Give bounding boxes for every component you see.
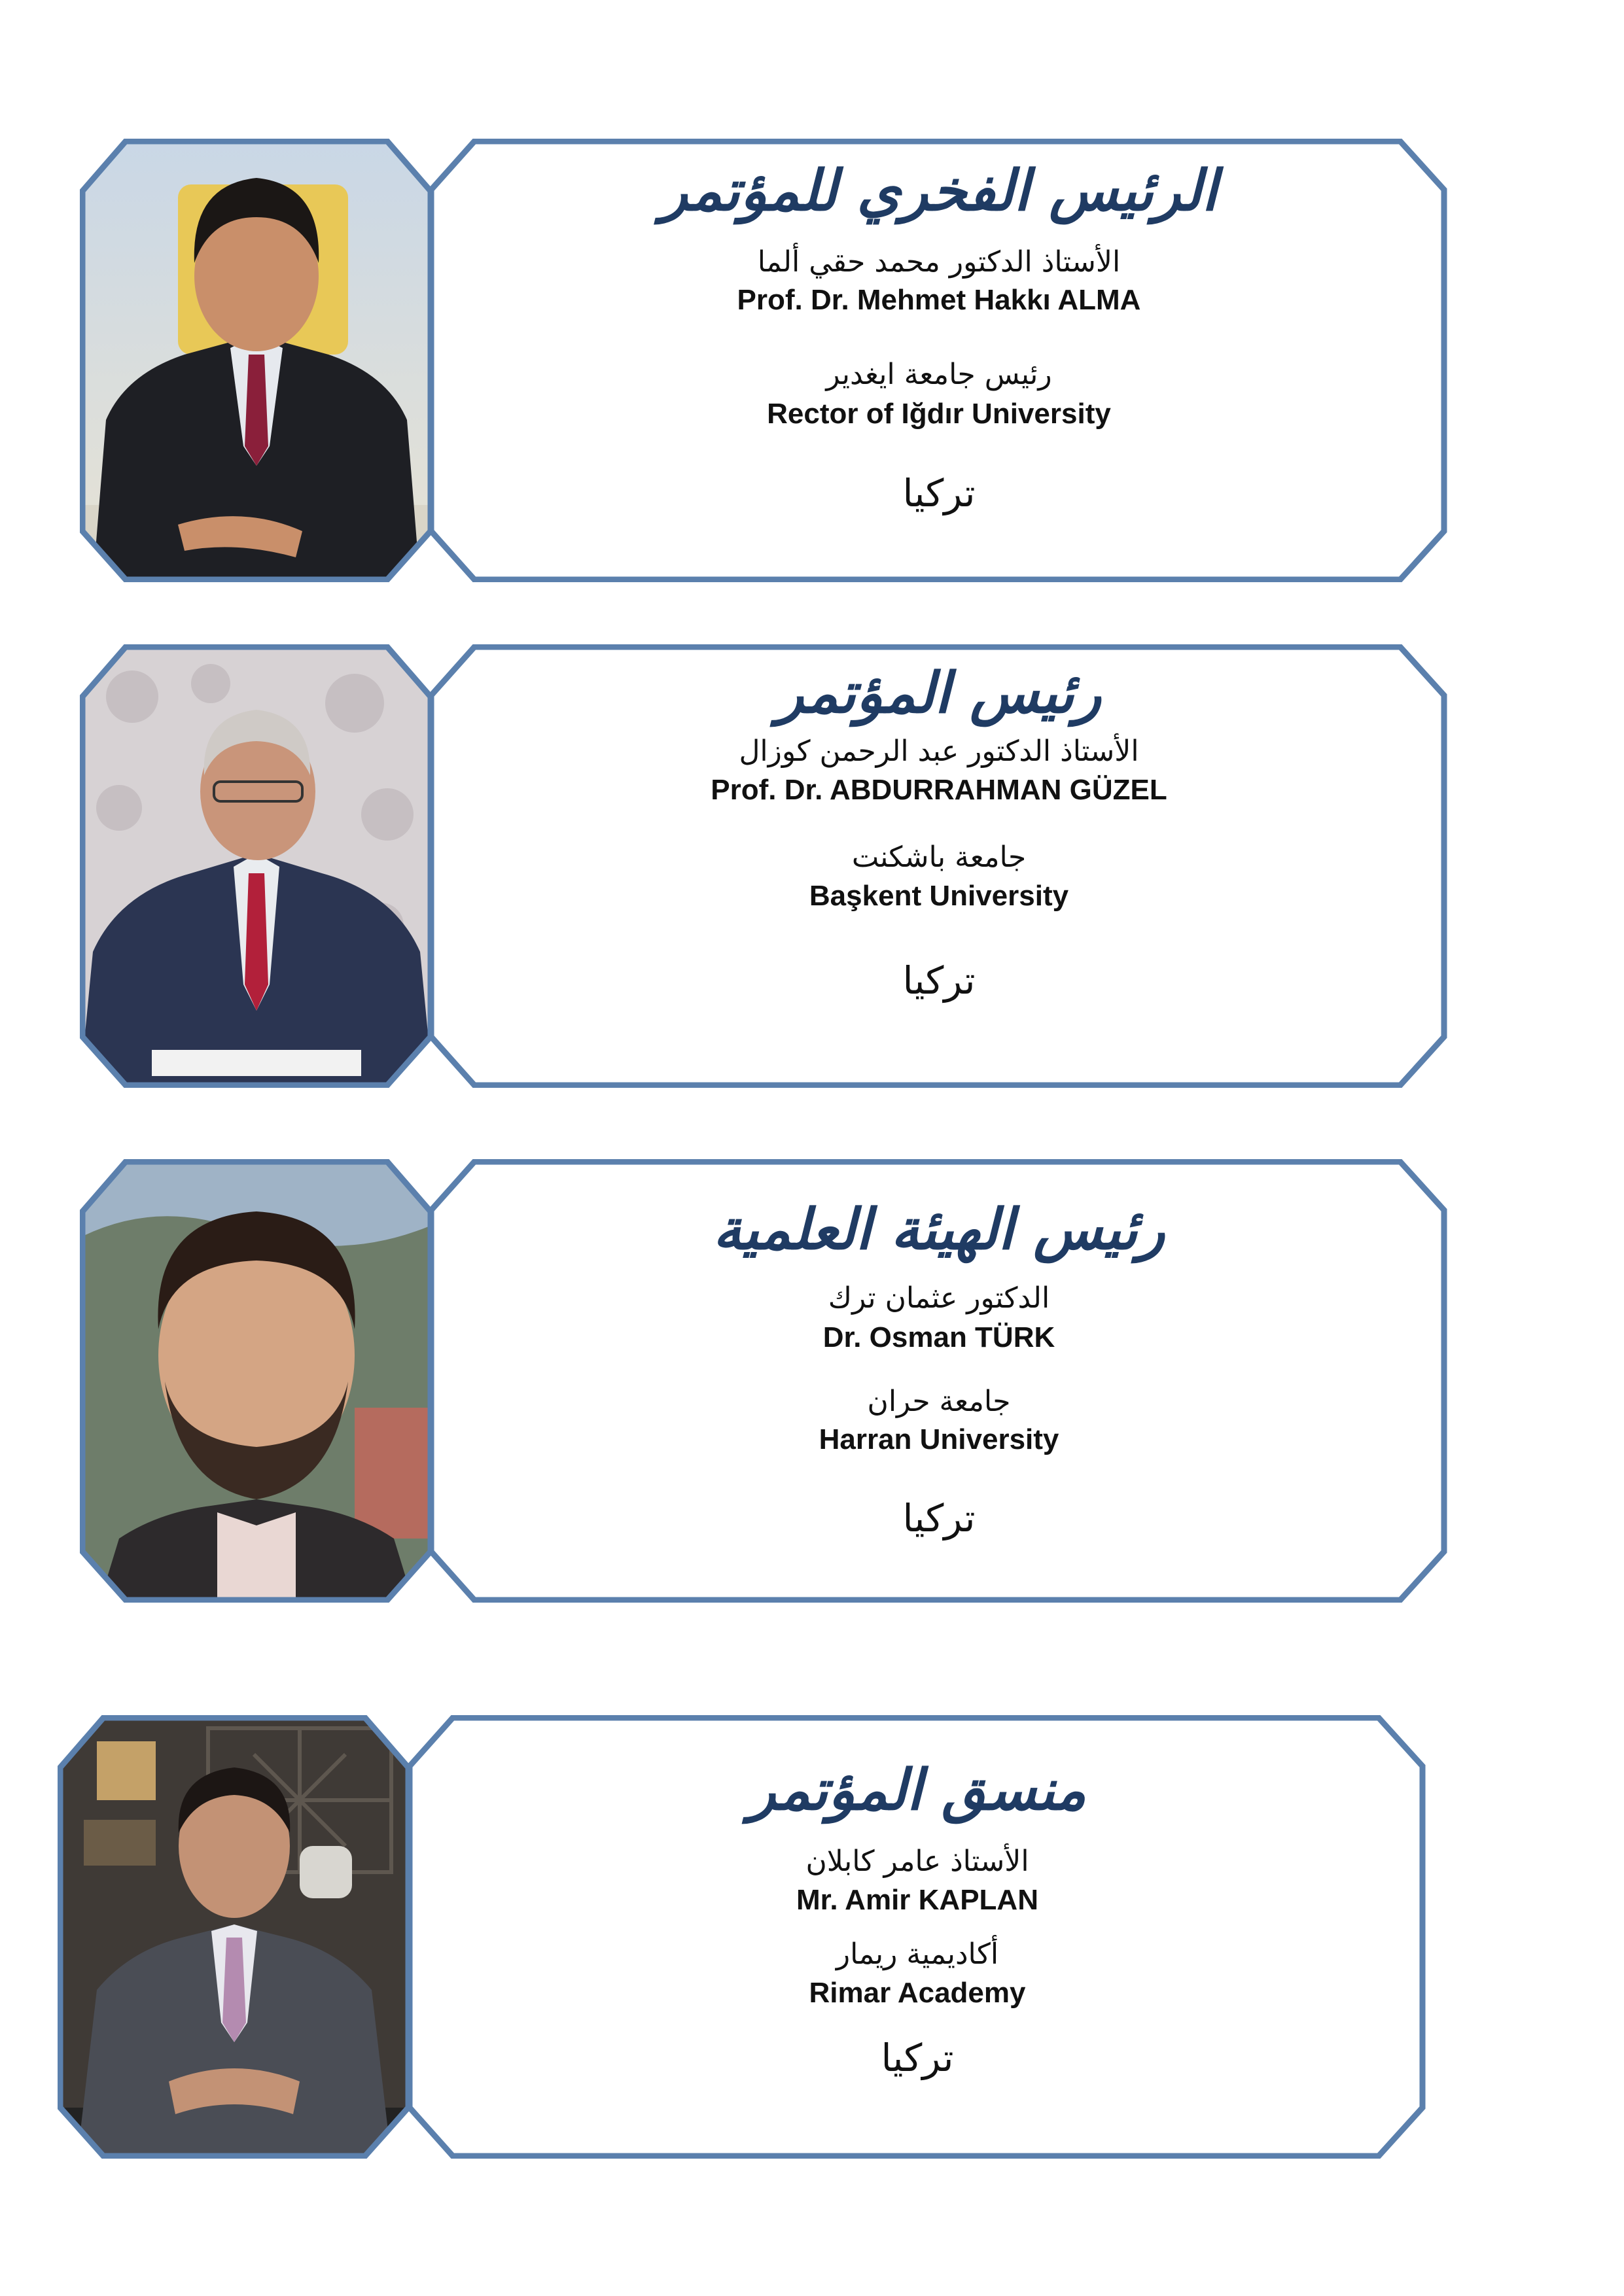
name-english: Prof. Dr. Mehmet Hakkı ALMA bbox=[737, 284, 1141, 316]
info-frame bbox=[429, 139, 1449, 582]
affiliation-english: Harran University bbox=[819, 1423, 1059, 1455]
role-title: رئيس الهيئة العلمية bbox=[713, 1197, 1165, 1262]
info-frame bbox=[429, 1159, 1449, 1603]
affiliation-arabic: جامعة حران bbox=[867, 1385, 1011, 1418]
country: تركيا bbox=[902, 1496, 976, 1540]
role-title: رئيس المؤتمر bbox=[776, 661, 1102, 726]
portrait-photo-icon bbox=[80, 139, 433, 582]
photo-frame bbox=[80, 1159, 433, 1603]
role-title: الرئيس الفخري للمؤتمر bbox=[660, 158, 1218, 224]
name-english: Dr. Osman TÜRK bbox=[822, 1321, 1055, 1353]
affiliation-english: Rimar Academy bbox=[809, 1977, 1026, 2009]
name-arabic: الأستاذ الدكتور عبد الرحمن كوزال bbox=[739, 735, 1139, 768]
name-english: Mr. Amir KAPLAN bbox=[796, 1884, 1038, 1916]
portrait-photo-icon bbox=[80, 644, 433, 1088]
country: تركيا bbox=[902, 471, 976, 515]
portrait-photo-icon bbox=[80, 1159, 433, 1603]
name-arabic: الدكتور عثمان ترك bbox=[828, 1281, 1050, 1315]
country: تركيا bbox=[902, 958, 976, 1003]
photo-frame bbox=[80, 644, 433, 1088]
portrait-photo-icon bbox=[58, 1715, 411, 2159]
photo-frame bbox=[58, 1715, 411, 2159]
role-title: منسق المؤتمر bbox=[749, 1758, 1086, 1823]
info-frame bbox=[429, 644, 1449, 1088]
info-frame bbox=[407, 1715, 1428, 2159]
name-english: Prof. Dr. ABDURRAHMAN GÜZEL bbox=[711, 774, 1167, 806]
affiliation-english: Rector of Iğdır University bbox=[767, 398, 1111, 430]
name-arabic: الأستاذ عامر كابلان bbox=[805, 1845, 1029, 1878]
photo-frame bbox=[80, 139, 433, 582]
name-arabic: الأستاذ الدكتور محمد حقي ألما bbox=[757, 245, 1121, 279]
affiliation-arabic: رئيس جامعة ايغدير bbox=[826, 358, 1052, 391]
country: تركيا bbox=[881, 2036, 954, 2080]
affiliation-english: Başkent University bbox=[809, 880, 1069, 912]
affiliation-arabic: جامعة باشكنت bbox=[851, 841, 1027, 874]
affiliation-arabic: أكاديمية ريمار bbox=[836, 1938, 999, 1971]
